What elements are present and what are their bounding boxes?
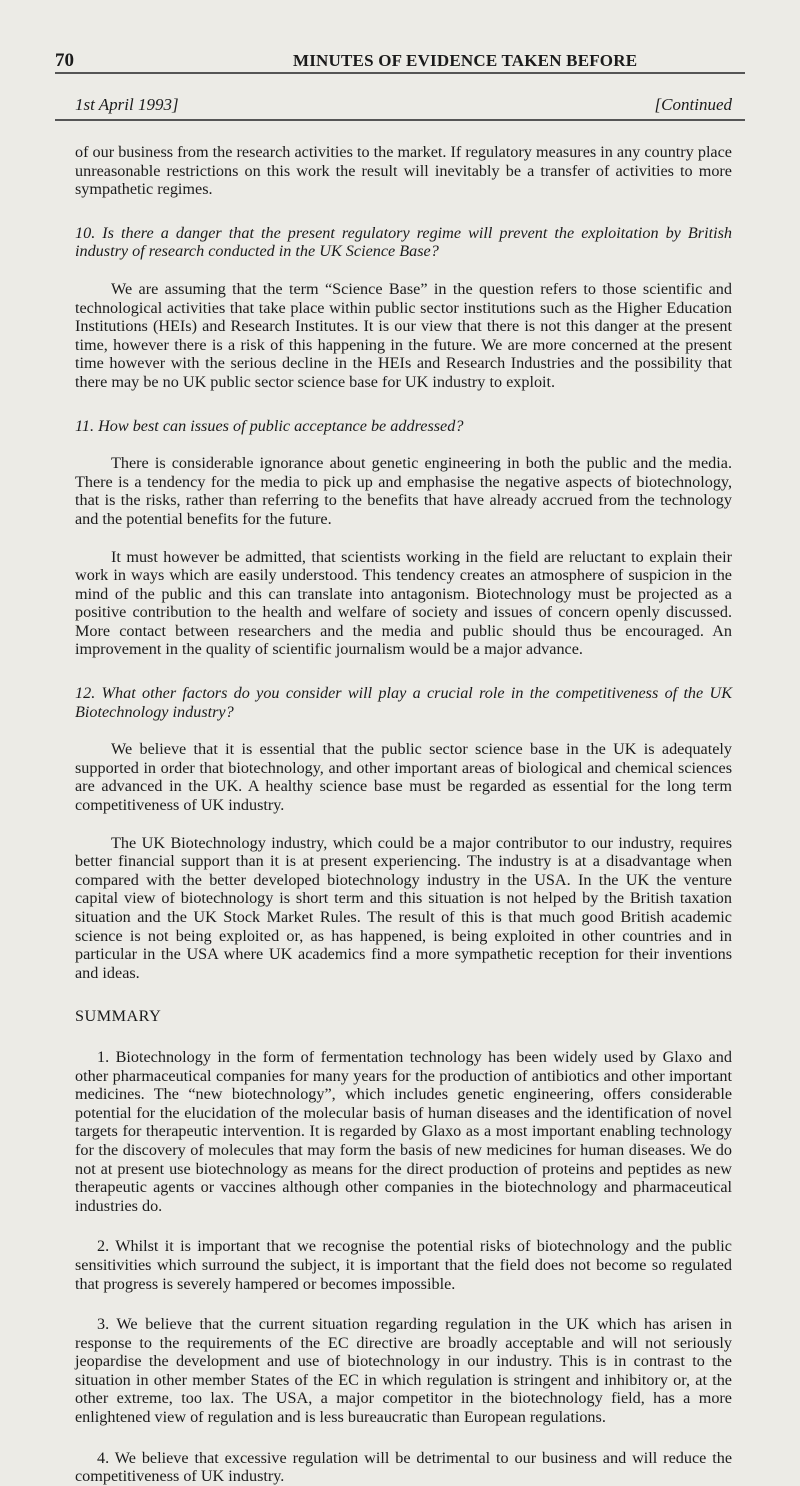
question-11: 11. How best can issues of public acceptance be addressed? (75, 416, 464, 435)
summary-item-3: 3. We believe that the current situation regarding regulation in the UK which has arisen in response to the requirements of the EC directive are broadly acceptable and will not seriously jeopardise the development and use of biotechnology in our industry. This is in contrast to the situation in other member States of the EC in which regulation is stringent and inhibitory or, at the other extreme, too lax. The USA, a major competitor in the biotechnology field, has a more enlightened view of regulation and is less bureaucratic than European regulations. (75, 1315, 732, 1427)
question-10: 10. Is there a danger that the present regulatory regime will prevent the exploitation by British industry of research conducted in the UK Science Base? (75, 223, 732, 261)
answer-11-paragraph-1: There is considerable ignorance about genetic engineering in both the public and the media. There is a tendency for the media to pick up and emphasise the negative aspects of biotechnology, that is the risks, rather than referring to the benefits that have already accrued from the technology and the potential benefits for the future. (75, 454, 732, 528)
header-rule-bottom (55, 119, 745, 121)
running-head (55, 50, 745, 72)
summary-item-1: 1. Biotechnology in the form of fermentation technology has been widely used by Glaxo and other pharmaceutical companies for many years for the production of antibiotics and other important medicines. The “new biotechnology”, which includes genetic engineering, offers considerable potential for the elucidation of the molecular basis of human diseases and the identification of novel targets for therapeutic intervention. It is regarded by Glaxo as a most important enabling technology for the discovery of molecules that may form the basis of new medicines for human diseases. We do not at present use biotechnology as means for the direct production of proteins and peptides as new therapeutic agents or vaccines although other companies in the biotechnology and pharmaceutical industries do. (75, 1047, 732, 1215)
continued-label: [Continued (654, 95, 732, 114)
question-12: 12. What other factors do you consider will play a crucial role in the competitiveness of the UK Biotechnology industry? (75, 684, 732, 721)
answer-11-paragraph-2: It must however be admitted, that scientists working in the field are reluctant to explain their work in ways which are easily understood. This tendency creates an atmosphere of suspicion in the mind of the public and this can translate into antagonism. Biotechnology must be projected as a positive contribution to the health and welfare of society and issues of concern openly discussed. More contact between researchers and the media and public should thus be encouraged. An improvement in the quality of scientific journalism would be a major advance. (75, 547, 732, 659)
summary-item-2: 2. Whilst it is important that we recognise the potential risks of biotechnology and the public sensitivities which surround the subject, it is important that the field does not become so regulated that progress is severely hampered or becomes impossible. (75, 1237, 732, 1293)
document-body (75, 143, 732, 1486)
summary-item-4: 4. We believe that excessive regulation will be detrimental to our business and will reduce the competitiveness of UK industry. (75, 1448, 732, 1486)
continuation-paragraph: of our business from the research activities to the market. If regulatory measures in any country place unreasonable restrictions on this work the result will inevitably be a transfer of activities to more sympathetic regimes. (75, 143, 732, 199)
header-rule-top (55, 72, 745, 74)
sitting-date: 1st April 1993] (75, 95, 179, 114)
summary-heading: SUMMARY (75, 1007, 162, 1026)
answer-12-paragraph-1: We believe that it is essential that the public sector science base in the UK is adequately supported in order that biotechnology, and other important areas of biological and chemical sciences are advanced in the UK. A healthy science base must be regarded as essential for the long term competitiveness of UK industry. (75, 740, 732, 815)
answer-12-paragraph-2: The UK Biotechnology industry, which could be a major contributor to our industry, requires better financial support than it is at present experiencing. The industry is at a disadvantage when compared with the better developed biotechnology industry in the USA. In the UK the venture capital view of biotechnology is short term and this situation is not helped by the British taxation situation and the UK Stock Market Rules. The result of this is that much good British academic science is not being exploited or, as has happened, is being exploited in other countries and in particular in the USA where UK academics find a more sympathetic reception for their inventions and ideas. (75, 833, 732, 982)
running-title: MINUTES OF EVIDENCE TAKEN BEFORE (293, 51, 638, 70)
date-line (75, 95, 732, 115)
page-number: 70 (55, 50, 74, 71)
answer-10: We are assuming that the term “Science Base” in the question refers to those scientific and technological activities that take place within public sector institutions such as the Higher Education Institutions (HEIs) and Research Institutes. It is our view that there is not this danger at the present time, however there is a risk of this happening in the future. We are more concerned at the present time however with the serious decline in the HEIs and Research Industries and the possibility that there may be no UK public sector science base for UK industry to exploit. (75, 279, 732, 391)
